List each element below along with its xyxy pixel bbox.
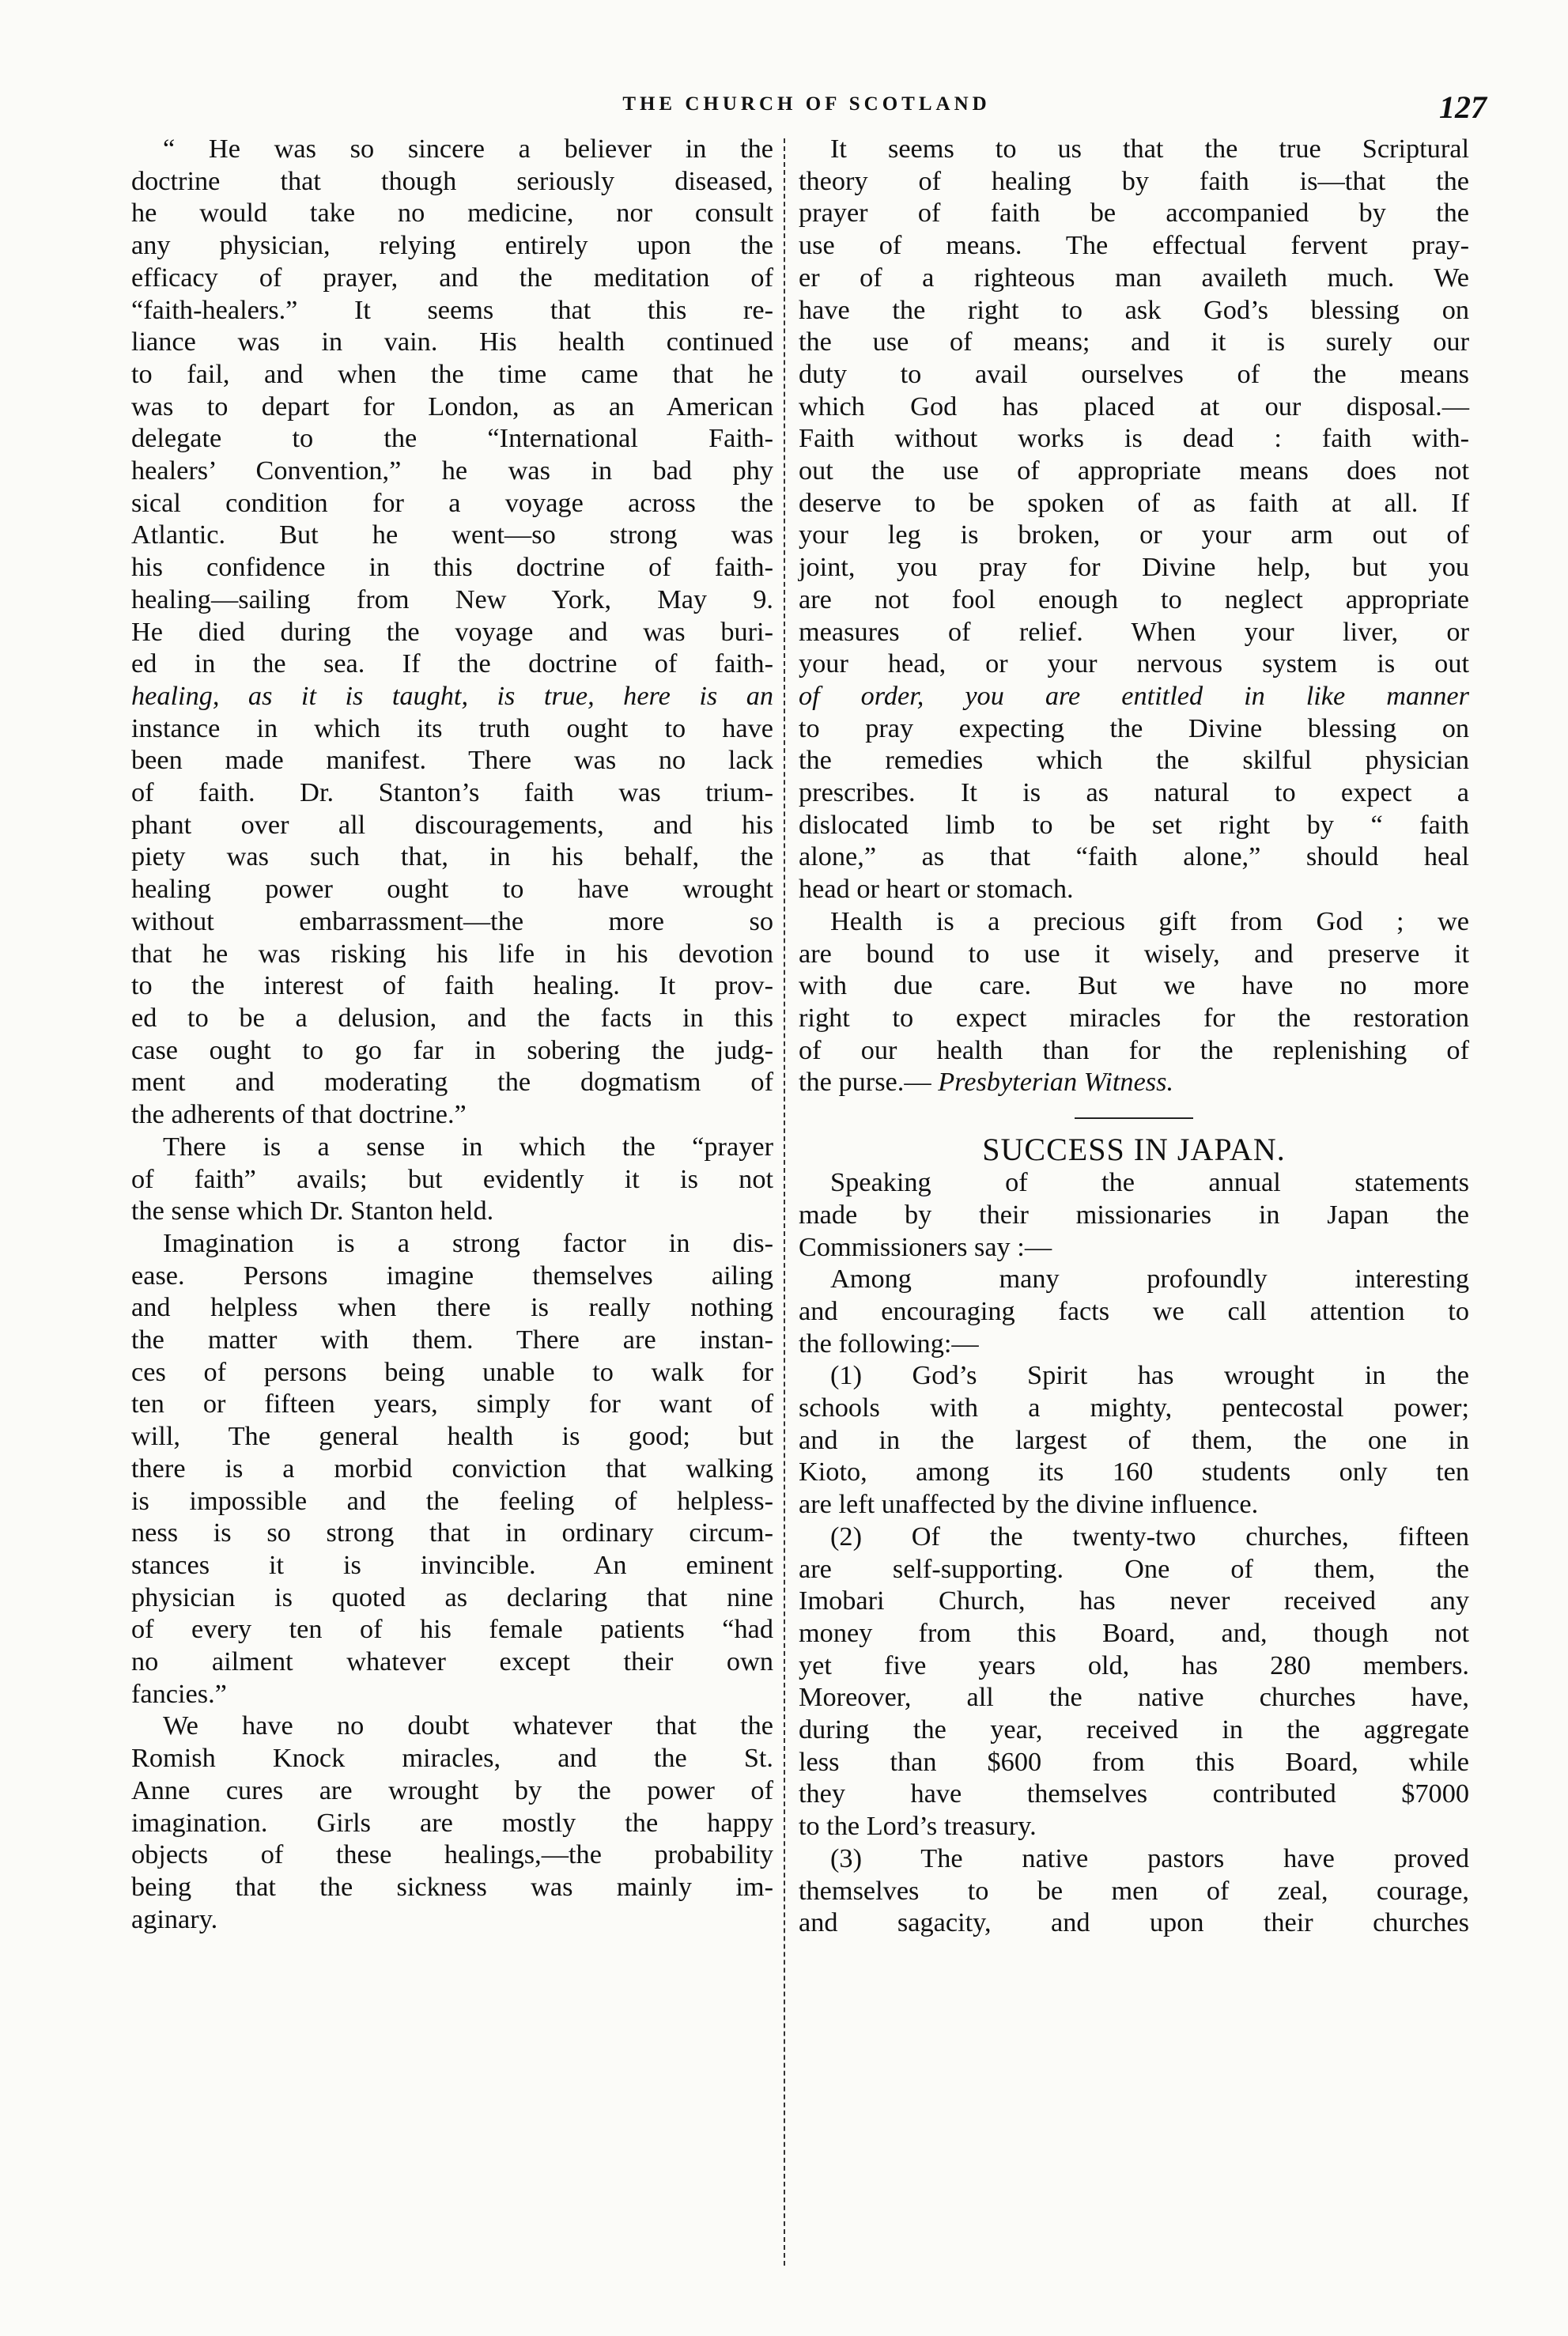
text-line: the remedies which the skilful physician [799, 745, 1469, 776]
text-line: alone,” as that “faith alone,” should heal [799, 841, 1469, 872]
text-line: without embarrassment—the more so [131, 905, 773, 936]
text-line: are not fool enough to neglect appropriate [799, 584, 1469, 614]
text-line: are left unaffected by the divine influence. [799, 1489, 1259, 1520]
text-line: with due care. But we have no more [799, 970, 1469, 1001]
text-line: efficacy of prayer, and the meditation of [131, 262, 773, 293]
text-line: ed to be a delusion, and the facts in this [131, 1002, 773, 1033]
text-line: head or heart or stomach. [799, 874, 1074, 905]
text-line: imagination. Girls are mostly the happy [131, 1807, 773, 1838]
text-line: liance was in vain. His health continued [131, 327, 773, 357]
text-line: (1) God’s Spirit has wrought in the [830, 1360, 1469, 1391]
text-line: there is a morbid conviction that walking [131, 1453, 773, 1484]
text-line: use of means. The effectual fervent pray- [799, 230, 1469, 261]
text-line: stances it is invincible. An eminent [131, 1549, 773, 1580]
text-line: money from this Board, and, though not [799, 1617, 1469, 1648]
text-line: ed in the sea. If the doctrine of faith- [131, 648, 773, 679]
text-line: healing power ought to have wrought [131, 874, 773, 905]
text-line: the following:— [799, 1328, 979, 1359]
text-line: Atlantic. But he went—so strong was [131, 520, 773, 550]
text-line: healers’ Convention,” he was in bad phy [131, 455, 773, 486]
text-line: er of a righteous man availeth much. We [799, 262, 1469, 293]
text-line: We have no doubt whatever that the [163, 1710, 773, 1741]
text-line: that he was risking his life in his devotion [131, 938, 773, 969]
text-line: doctrine that though seriously diseased, [131, 165, 773, 196]
text-line: yet five years old, has 280 members. [799, 1650, 1469, 1680]
text-line: duty to avail ourselves of the means [799, 358, 1469, 389]
text-line: “faith-healers.” It seems that this re- [131, 294, 773, 325]
section-rule [1075, 1117, 1193, 1119]
text-line: of every ten of his female patients “had [131, 1614, 773, 1645]
text-line: Moreover, all the native churches have, [799, 1682, 1469, 1713]
text-line: made by their missionaries in Japan the [799, 1199, 1469, 1230]
text-line: his confidence in this doctrine of faith- [131, 552, 773, 583]
text-line: Romish Knock miracles, and the St. [131, 1743, 773, 1774]
text-line: physician is quoted as declaring that nine [131, 1582, 773, 1612]
text-line: your head, or your nervous system is out [799, 648, 1469, 679]
text-line: sical condition for a voyage across the [131, 487, 773, 518]
text-line: of our health than for the replenishing of [799, 1034, 1469, 1065]
text-line: case ought to go far in sobering the judg- [131, 1034, 773, 1065]
text-line: will, The general health is good; but [131, 1421, 773, 1452]
text-line: and in the largest of them, the one in [799, 1424, 1469, 1455]
text-line: Speaking of the annual statements [830, 1167, 1469, 1198]
text-line [799, 1066, 1469, 1098]
text-line: is impossible and the feeling of helpless- [131, 1485, 773, 1516]
left-column [131, 133, 773, 1935]
right-column [799, 133, 1469, 1939]
text-line: have the right to ask God’s blessing on [799, 294, 1469, 325]
text-line: during the year, received in the aggregate [799, 1714, 1469, 1745]
text-line: any physician, relying entirely upon the [131, 230, 773, 261]
text-line: are self-supporting. One of them, the [799, 1553, 1469, 1584]
text-line: Health is a precious gift from God ; we [830, 905, 1469, 936]
text-line: aginary. [131, 1903, 218, 1934]
text-line: are bound to use it wisely, and preserve it [799, 938, 1469, 969]
text-line: and helpless when there is really nothing [131, 1292, 773, 1323]
text-line: Kioto, among its 160 students only ten [799, 1457, 1469, 1487]
text-line: ease. Persons imagine themselves ailing [131, 1260, 773, 1291]
text-line: of order, you are entitled in like manner [799, 680, 1469, 711]
text-line: being that the sickness was mainly im- [131, 1871, 773, 1902]
text-line: instance in which its truth ought to have [131, 713, 773, 743]
text-line: Commissioners say :— [799, 1231, 1052, 1262]
text-line: of faith. Dr. Stanton’s faith was trium- [131, 777, 773, 808]
page-number: 127 [1439, 89, 1487, 125]
text-line: and encouraging facts we call attention to [799, 1295, 1469, 1326]
text-line: prayer of faith be accompanied by the [799, 198, 1469, 229]
text-line: delegate to the “International Faith- [131, 423, 773, 454]
text-line: of faith” avails; but evidently it is not [131, 1163, 773, 1194]
text-line: Among many profoundly interesting [830, 1264, 1469, 1295]
text-line: fancies.” [131, 1678, 227, 1709]
text-line: ment and moderating the dogmatism of [131, 1067, 773, 1098]
text-line: deserve to be spoken of as faith at all. If [799, 487, 1469, 518]
text-line: the use of means; and it is surely our [799, 327, 1469, 357]
text-fragment: the purse.— [799, 1067, 931, 1098]
text-line: your leg is broken, or your arm out of [799, 520, 1469, 550]
text-line: phant over all discouragements, and his [131, 809, 773, 840]
text-line: the matter with them. There are instan- [131, 1325, 773, 1355]
text-line: to pray expecting the Divine blessing on [799, 713, 1469, 743]
text-line: prescribes. It is as natural to expect a [799, 777, 1469, 808]
text-line: Anne cures are wrought by the power of [131, 1775, 773, 1805]
text-line: “ He was so sincere a believer in the [163, 134, 773, 164]
text-line: healing—sailing from New York, May 9. [131, 584, 773, 614]
source-attribution: Presbyterian Witness. [938, 1067, 1174, 1098]
text-line: It seems to us that the true Scriptural [830, 134, 1469, 164]
text-line: ness is so strong that in ordinary circum- [131, 1518, 773, 1548]
text-line: was to depart for London, as an American [131, 391, 773, 421]
text-line: Imobari Church, has never received any [799, 1586, 1469, 1616]
text-line: ten or fifteen years, simply for want of [131, 1389, 773, 1419]
column-divider [784, 138, 785, 2266]
text-line: to the Lord’s treasury. [799, 1811, 1037, 1842]
running-head [127, 89, 1487, 128]
text-line: (3) The native pastors have proved [830, 1843, 1469, 1873]
text-line: to fail, and when the time came that he [131, 358, 773, 389]
text-line: the sense which Dr. Stanton held. [131, 1196, 494, 1227]
section-heading: SUCCESS IN JAPAN. [982, 1132, 1286, 1168]
text-line: been made manifest. There was no lack [131, 745, 773, 776]
text-line: out the use of appropriate means does not [799, 455, 1469, 486]
text-line: schools with a mighty, pentecostal power; [799, 1393, 1469, 1423]
running-title: THE CHURCH OF SCOTLAND [622, 93, 991, 115]
text-line: to the interest of faith healing. It prov- [131, 970, 773, 1001]
text-line: themselves to be men of zeal, courage, [799, 1875, 1469, 1906]
text-line: theory of healing by faith is—that the [799, 165, 1469, 196]
text-line: no ailment whatever except their own [131, 1646, 773, 1677]
text-line: (2) Of the twenty-two churches, fifteen [830, 1521, 1469, 1552]
text-line: ces of persons being unable to walk for [131, 1356, 773, 1387]
text-line: Faith without works is dead : faith with- [799, 423, 1469, 454]
text-line: There is a sense in which the “prayer [163, 1131, 773, 1162]
text-line: the adherents of that doctrine.” [131, 1099, 467, 1130]
text-line: He died during the voyage and was buri- [131, 616, 773, 647]
text-line: piety was such that, in his behalf, the [131, 841, 773, 872]
text-line: they have themselves contributed $7000 [799, 1778, 1469, 1809]
text-line: he would take no medicine, nor consult [131, 198, 773, 229]
text-line: Imagination is a strong factor in dis- [163, 1227, 773, 1258]
text-line: measures of relief. When your liver, or [799, 616, 1469, 647]
text-line: dislocated limb to be set right by “ faith [799, 809, 1469, 840]
text-line: objects of these healings,—the probability [131, 1839, 773, 1870]
text-line: which God has placed at our disposal.— [799, 391, 1469, 421]
text-line: less than $600 from this Board, while [799, 1746, 1469, 1777]
text-line: and sagacity, and upon their churches [799, 1907, 1469, 1938]
text-line: joint, you pray for Divine help, but you [799, 552, 1469, 583]
text-line: healing, as it is taught, is true, here is an [131, 680, 773, 711]
text-line: right to expect miracles for the restoration [799, 1002, 1469, 1033]
